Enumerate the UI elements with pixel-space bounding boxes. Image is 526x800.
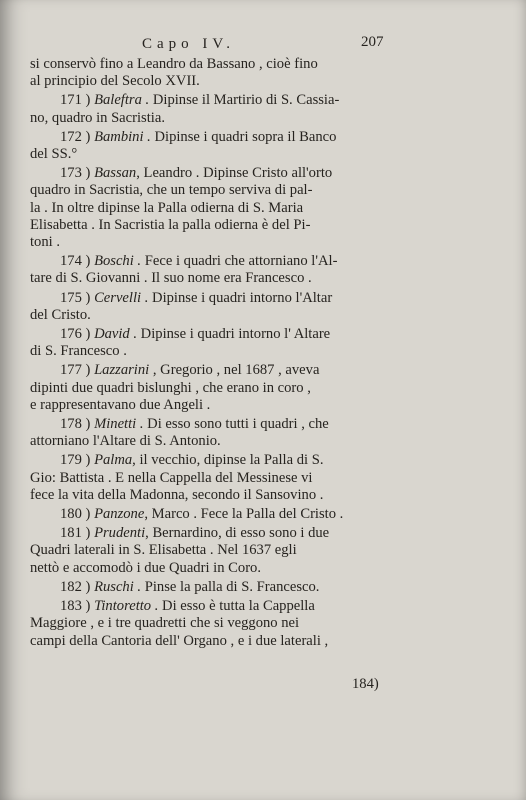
entry-line: Elisabetta . In Sacristia la palla odierna è del Pi-: [30, 216, 311, 233]
entry-line: no, quadro in Sacristia.: [30, 109, 165, 126]
artist-name: Lazzarini: [94, 362, 150, 379]
artist-name: Minetti .: [94, 416, 144, 433]
catchword: 184): [352, 676, 379, 692]
chapter-title: Capo IV.: [142, 36, 236, 52]
entry-number: 172 ): [60, 128, 95, 145]
entry-line: Gio: Battista . E nella Cappella del Messinese vi: [30, 469, 313, 486]
entry-line: quadro in Sacristia, che un tempo serviva di pal-: [30, 182, 313, 199]
artist-name: Palma: [94, 452, 133, 469]
page-number: 207: [361, 34, 384, 50]
entry-line: campi della Cantoria dell' Organo , e i due laterali ,: [30, 632, 329, 649]
entry: [30, 579, 410, 596]
entry: [30, 416, 410, 450]
entry-number: 180 ): [60, 506, 95, 523]
entry-text: , Gregorio , nel 1687 , aveva: [149, 362, 320, 379]
entry-line: [30, 253, 410, 270]
entry-line: del Cristo.: [30, 306, 91, 323]
intro-line: al principio del Secolo XVII.: [30, 73, 200, 90]
entry-number: 182 ): [60, 578, 95, 595]
entry: [30, 165, 410, 251]
entry-line: [30, 506, 410, 523]
entry-line: attorniano l'Altare di S. Antonio.: [30, 433, 221, 450]
entry: [30, 452, 410, 504]
artist-name: Panzone: [94, 506, 145, 523]
entry-text: Di esso sono tutti i quadri , che: [143, 416, 329, 433]
entry-line: dipinti due quadri bislunghi , che erano in coro ,: [30, 379, 311, 396]
entry-number: 183 ): [60, 598, 95, 615]
entry-line: Quadri laterali in S. Elisabetta . Nel 1637 egli: [30, 542, 297, 559]
artist-name: Bassan: [94, 165, 137, 182]
running-header: [30, 34, 410, 54]
entry-line: [30, 362, 410, 379]
entry: [30, 598, 410, 650]
entry-number: 175 ): [60, 289, 95, 306]
entry-line: nettò e accomodò i due Quadri in Coro.: [30, 559, 262, 576]
artist-name: Cervelli .: [94, 289, 149, 306]
entry-text: Dipinse i quadri sopra il Banco: [150, 128, 337, 145]
entry-number: 179 ): [60, 452, 95, 469]
entry-text: , Leandro . Dipinse Cristo all'orto: [136, 165, 333, 182]
artist-name: Boschi .: [94, 253, 142, 270]
artist-name: Baleftra .: [94, 92, 150, 109]
entry: [30, 362, 410, 414]
entry: [30, 92, 410, 126]
entry-line: [30, 452, 410, 469]
entry: [30, 525, 410, 577]
entry-text: Dipinse i quadri intorno l'Altar: [148, 289, 333, 306]
entry: [30, 129, 410, 163]
entry-line: tare di S. Giovanni . Il suo nome era Francesco .: [30, 270, 312, 287]
artist-name: Tintoretto .: [94, 598, 159, 615]
entry-line: e rappresentavano due Angeli .: [30, 396, 211, 413]
entry: [30, 326, 410, 360]
entry-number: 174 ): [60, 253, 95, 270]
entry-text: Di esso è tutta la Cappella: [158, 598, 315, 615]
entry-line: [30, 129, 410, 146]
entry-text: Fece i quadri che attorniano l'Al-: [141, 253, 338, 270]
entry-number: 176 ): [60, 326, 95, 343]
entry: [30, 253, 410, 287]
entry-number: 181 ): [60, 525, 95, 542]
entry: [30, 506, 410, 523]
entry: [30, 290, 410, 324]
entry-line: [30, 416, 410, 433]
entry-text: , il vecchio, dipinse la Palla di S.: [132, 452, 324, 469]
entry-text: Dipinse i quadri intorno l' Altare: [137, 326, 331, 343]
artist-name: Ruschi .: [94, 578, 142, 595]
entry-line: [30, 525, 410, 542]
entry-line: [30, 579, 410, 596]
intro-line: si conservò fino a Leandro da Bassano , cioè fino: [30, 56, 318, 72]
entry-line: [30, 326, 410, 343]
intro-paragraph: [30, 56, 410, 90]
entry-text: , Bernardino, di esso sono i due: [145, 525, 330, 542]
artist-name: Bambini .: [94, 128, 151, 145]
entry-number: 177 ): [60, 362, 95, 379]
entry-line: [30, 165, 410, 182]
entry-line: la . In oltre dipinse la Palla odierna di S. Maria: [30, 199, 304, 216]
entry-line: [30, 92, 410, 109]
entry-number: 178 ): [60, 416, 95, 433]
entry-text: , Marco . Fece la Palla del Cristo .: [144, 506, 344, 523]
entry-list: [30, 92, 410, 649]
entry-line: Maggiore , e i tre quadretti che si veggono nei: [30, 615, 300, 632]
page-text: [30, 34, 410, 650]
artist-name: David .: [94, 326, 138, 343]
entry-line: [30, 290, 410, 307]
entry-text: Dipinse il Martirio di S. Cassia-: [149, 92, 340, 109]
entry-number: 171 ): [60, 92, 95, 109]
entry-line: del SS.°: [30, 146, 78, 163]
entry-line: di S. Francesco .: [30, 343, 127, 360]
entry-line: [30, 598, 410, 615]
entry-number: 173 ): [60, 165, 95, 182]
artist-name: Prudenti: [94, 525, 146, 542]
entry-text: Pinse la palla di S. Francesco.: [141, 578, 320, 595]
entry-line: toni .: [30, 234, 60, 251]
entry-line: fece la vita della Madonna, secondo il Sansovino .: [30, 486, 324, 503]
